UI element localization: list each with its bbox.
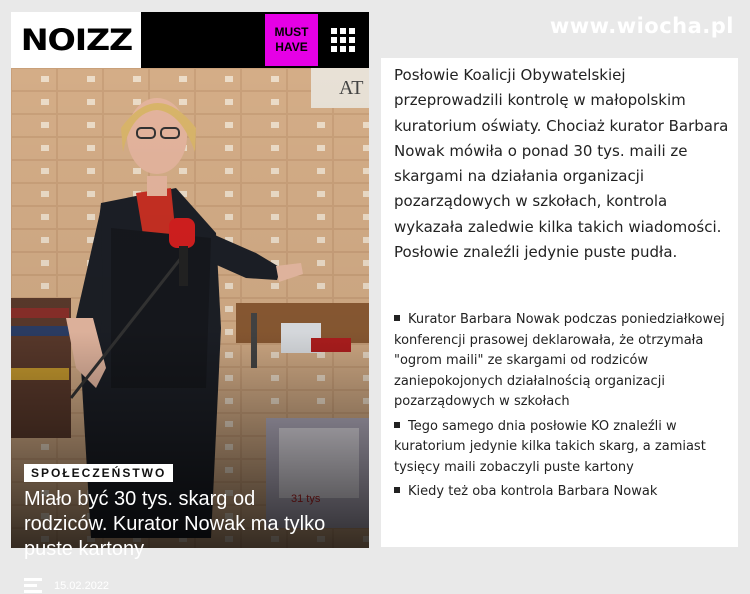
article-headline[interactable]: Miało być 30 tys. skarg od rodziców. Kurator Nowak ma tylko puste kartony bbox=[24, 488, 326, 560]
logo-text: NOIZZ bbox=[20, 23, 132, 57]
bullet-item bbox=[394, 482, 730, 503]
must-have-line-1: MUST bbox=[274, 25, 309, 39]
article-photo[interactable] bbox=[11, 68, 369, 592]
must-have-line-2: HAVE bbox=[275, 40, 308, 54]
article-card[interactable] bbox=[11, 12, 369, 592]
bullet-square-icon bbox=[394, 315, 400, 321]
bullet-square-icon bbox=[394, 487, 400, 493]
bullet-list bbox=[394, 310, 730, 507]
publish-date: 15.02.2022 bbox=[54, 580, 110, 592]
article-text-panel bbox=[381, 58, 738, 547]
bullet-text: Kurator Barbara Nowak podczas poniedziałkowej konferencji prasowej deklarowała, że otrzymała "ogrom maili" ze skargami od rodziców zaniepokojonych działalnością organizacji pozarządowych w szkołach bbox=[394, 312, 725, 409]
bullet-item bbox=[394, 417, 730, 479]
grid-menu-icon[interactable] bbox=[331, 28, 355, 52]
bullet-text: Tego samego dnia posłowie KO znaleźli w kuratorium jedynie kilka takich skarg, a zamiast tysięcy maili zobaczyli puste kartony bbox=[394, 418, 706, 475]
site-watermark: www.wiocha.pl bbox=[549, 14, 734, 38]
article-meta bbox=[24, 578, 109, 594]
lines-icon bbox=[24, 578, 42, 594]
site-logo[interactable] bbox=[11, 12, 141, 68]
top-bar bbox=[11, 12, 369, 68]
article-lead: Posłowie Koalicji Obywatelskiej przeprowadzili kontrolę w małopolskim kuratorium oświaty. Chociaż kurator Barbara Nowak mówiła o ponad 30 tys. maili ze skargami na działania organizacji pozarządowych w szkołach, kontrola wykazała zaledwie kilka takich wiadomości. Posłowie znaleźli jedynie puste pudła. bbox=[394, 66, 729, 262]
category-tag[interactable]: SPOŁECZEŃSTWO bbox=[24, 464, 173, 482]
bullet-item bbox=[394, 310, 730, 413]
must-have-button[interactable] bbox=[265, 14, 318, 66]
bullet-square-icon bbox=[394, 422, 400, 428]
bullet-text: Kiedy też oba kontrola Barbara Nowak bbox=[408, 484, 658, 499]
